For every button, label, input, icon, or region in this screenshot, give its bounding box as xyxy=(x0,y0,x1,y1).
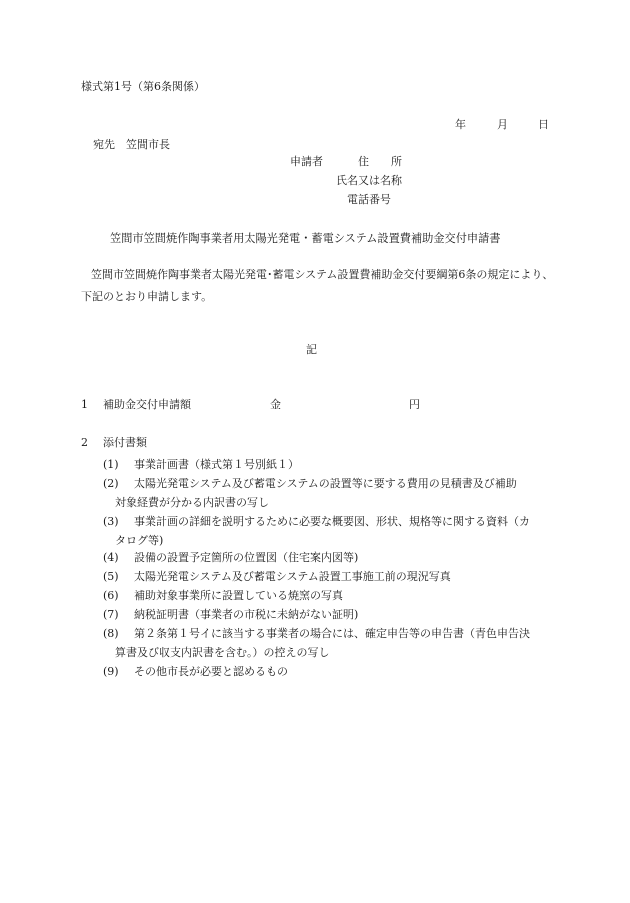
attachment-item xyxy=(103,605,558,624)
date-month: 月 xyxy=(497,118,508,131)
attachment-number: (2) xyxy=(103,477,119,490)
attachment-item xyxy=(103,624,558,662)
attachment-number: (9) xyxy=(103,665,119,678)
addressee: 宛先 笠間市長 xyxy=(93,138,170,151)
attachment-item xyxy=(103,586,558,605)
phone-label: 電話番号 xyxy=(347,193,391,206)
item1-kin: 金 xyxy=(270,398,281,411)
attachment-text-cont: タログ等) xyxy=(115,534,164,547)
date-line xyxy=(455,118,549,132)
attachment-text: その他市長が必要と認めるもの xyxy=(134,665,288,678)
attachment-number: (1) xyxy=(103,458,119,471)
item1-number: 1 xyxy=(81,398,88,411)
item1-yen: 円 xyxy=(409,398,420,411)
applicant-label: 申請者 xyxy=(290,155,323,168)
item2-label: 添付書類 xyxy=(103,436,147,449)
attachment-text: 太陽光発電システム及び蓄電システムの設置等に要する費用の見積書及び補助 xyxy=(134,477,517,490)
date-year: 年 xyxy=(455,118,466,131)
attachment-item xyxy=(103,455,558,474)
form-number: 様式第1号（第6条関係） xyxy=(81,80,205,93)
attachment-text: 事業計画書（様式第１号別紙１） xyxy=(134,458,299,471)
attachment-item xyxy=(103,474,558,512)
attachment-number: (6) xyxy=(103,589,119,602)
attachment-item xyxy=(103,662,558,681)
address-label: 住 所 xyxy=(358,155,402,168)
attachment-text: 設備の設置予定箇所の位置図（住宅案内図等) xyxy=(134,551,359,564)
attachment-text: 太陽光発電システム及び蓄電システム設置工事施工前の現況写真 xyxy=(134,570,451,583)
attachment-number: (5) xyxy=(103,570,119,583)
attachment-text: 補助対象事業所に設置している焼窯の写真 xyxy=(134,589,343,602)
attachment-number: (4) xyxy=(103,551,119,564)
item1-label: 補助金交付申請額 xyxy=(103,398,191,411)
body-paragraph: 笠間市笠間焼作陶事業者太陽光発電･蓄電システム設置費補助金交付要綱第6条の規定により、下記のとおり申請します。 xyxy=(81,268,554,303)
name-label: 氏名又は名称 xyxy=(336,174,402,187)
attachment-item xyxy=(103,512,558,550)
attachment-number: (8) xyxy=(103,627,119,640)
date-day: 日 xyxy=(538,118,549,131)
attachment-text: 事業計画の詳細を説明するために必要な概要図、形状、規格等に関する資料（カ xyxy=(134,515,530,528)
attachment-number: (3) xyxy=(103,515,119,528)
attachment-text-cont: 対象経費が分かる内訳書の写し xyxy=(115,496,269,509)
item2-number: 2 xyxy=(81,436,88,449)
attachment-item xyxy=(103,567,558,586)
document-title: 笠間市笠間焼作陶事業者用太陽光発電・蓄電システム設置費補助金交付申請書 xyxy=(110,232,501,245)
ki-heading: 記 xyxy=(306,343,317,356)
attachment-text: 第２条第１号イに該当する事業者の場合には、確定申告等の申告書（青色申告決 xyxy=(134,627,530,640)
attachment-text-cont: 算書及び収支内訳書を含む。）の控えの写し xyxy=(115,646,330,659)
attachment-text: 納税証明書（事業者の市税に未納がない証明) xyxy=(134,608,359,621)
attachment-number: (7) xyxy=(103,608,119,621)
attachment-item xyxy=(103,548,558,567)
